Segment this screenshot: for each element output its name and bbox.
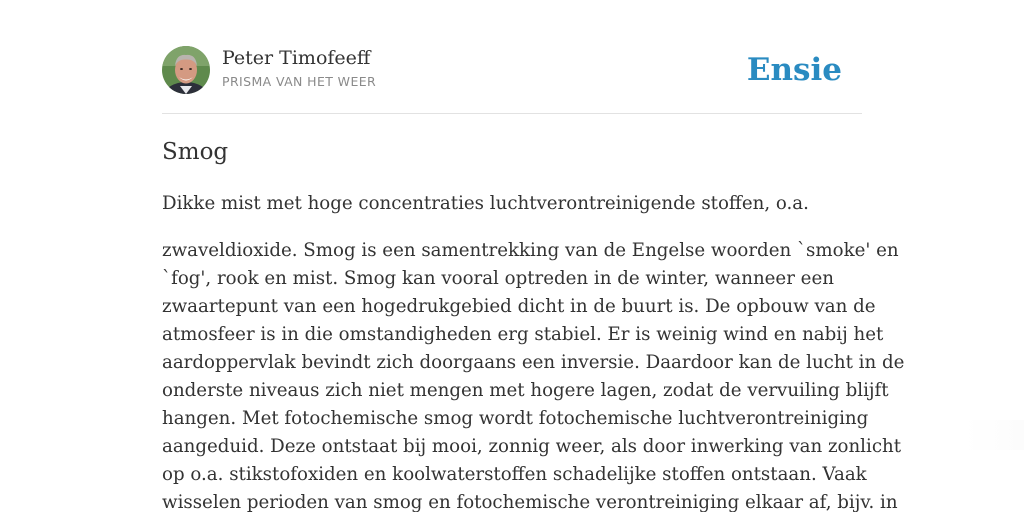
brand-logo[interactable]: Ensie: [746, 52, 842, 88]
author-name[interactable]: Peter Timofeeff: [222, 47, 371, 69]
edge-fade: [964, 420, 1024, 450]
entry-header: [162, 46, 862, 96]
body-line: atmosfeer is in die omstandigheden erg stabiel. Er is weinig wind en nabij het: [162, 324, 884, 345]
body-line: zwaveldioxide. Smog is een samentrekking van de Engelse woorden `smoke' en: [162, 240, 899, 261]
author-source[interactable]: PRISMA VAN HET WEER: [222, 74, 377, 89]
body-line: aangeduid. Deze ontstaat bij mooi, zonnig weer, als door inwerking van zonlicht: [162, 436, 902, 457]
body-line: zwaartepunt van een hogedrukgebied dicht in de buurt is. De opbouw van de: [162, 296, 876, 317]
body-line: wisselen perioden van smog en fotochemische verontreiniging elkaar af, bijv. in: [162, 492, 898, 512]
header-divider: [162, 113, 862, 114]
body-line: hangen. Met fotochemische smog wordt fotochemische luchtverontreiniging: [162, 408, 869, 429]
entry-title: Smog: [162, 139, 229, 165]
body-line: onderste niveaus zich niet mengen met hogere lagen, zodat de vervuiling blijft: [162, 380, 889, 401]
entry-summary: Dikke mist met hoge concentraties luchtverontreinigende stoffen, o.a.: [162, 193, 809, 214]
author-avatar[interactable]: [162, 46, 210, 94]
body-line: op o.a. stikstofoxiden en koolwaterstoffen schadelijke stoffen ontstaan. Vaak: [162, 464, 867, 485]
body-line: aardoppervlak bevindt zich doorgaans een inversie. Daardoor kan de lucht in de: [162, 352, 905, 373]
entry-body: [162, 237, 905, 512]
author-portrait: [162, 46, 210, 94]
body-line: `fog', rook en mist. Smog kan vooral optreden in de winter, wanneer een: [162, 268, 834, 289]
